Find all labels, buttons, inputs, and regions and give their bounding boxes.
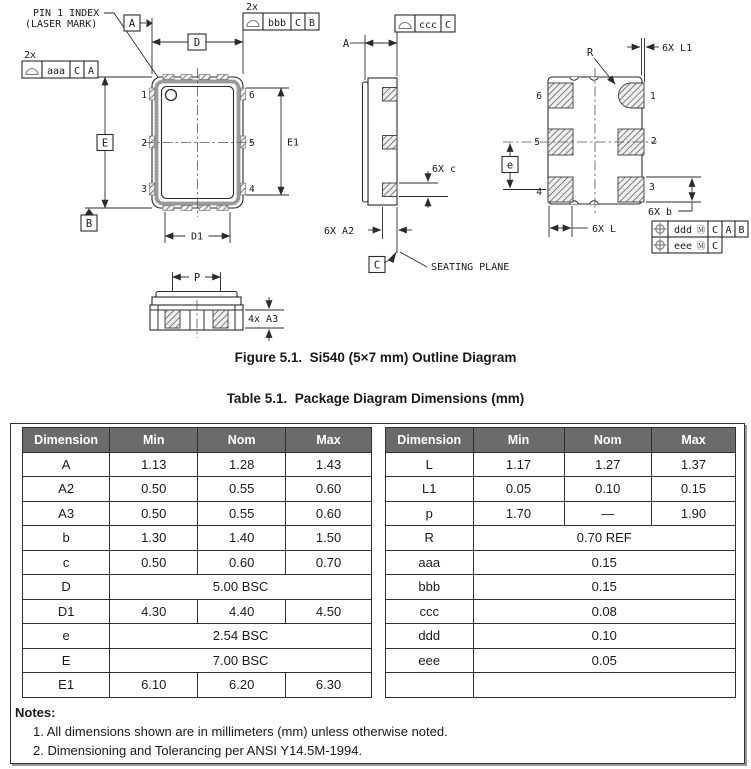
nom-cell: 6.20 [198, 673, 286, 698]
dimension-cell: A [23, 452, 110, 477]
nom-cell: 0.10 [564, 477, 652, 502]
side-lid [363, 82, 369, 202]
fcf-ccc [395, 15, 455, 32]
value-span-cell: 2.54 BSC [110, 624, 372, 649]
dimension-cell: eee [386, 648, 474, 673]
min-cell: 1.13 [110, 452, 198, 477]
dimension-cell: E1 [23, 673, 110, 698]
pin-number: 6 [249, 90, 255, 101]
end-view [150, 271, 284, 342]
nom-cell: 0.55 [198, 477, 286, 502]
nom-cell: 0.55 [198, 501, 286, 526]
value-span-cell: 0.70 REF [473, 526, 736, 551]
fcf-ddd-ref-a: A [725, 225, 732, 236]
max-cell: 1.37 [652, 452, 736, 477]
pin-number: 5 [249, 138, 255, 149]
column-header: Min [473, 428, 564, 453]
table-row [386, 599, 736, 624]
pin-number: 1 [141, 90, 147, 101]
callout-6x-l: 6X L [592, 224, 617, 235]
max-cell: 1.43 [286, 452, 372, 477]
dimension-cell: D [23, 575, 110, 600]
table-row [386, 624, 736, 649]
pin-number: 3 [649, 182, 655, 193]
max-cell: 1.90 [652, 501, 736, 526]
min-cell: 1.17 [473, 452, 564, 477]
dim-label-e: E [101, 137, 109, 150]
fcf-ccc-tol: ccc [418, 20, 438, 31]
table-caption: Table 5.1. Package Diagram Dimensions (mm) [226, 391, 525, 406]
dimensions-panel [10, 423, 745, 764]
max-cell: 0.15 [652, 477, 736, 502]
column-header: Dimension [23, 428, 110, 453]
value-span-cell: 0.08 [473, 599, 736, 624]
fcf-bbb-ref-b: B [308, 18, 316, 29]
mmc-modifier-icon: Ⓜ [696, 242, 706, 252]
datum-c-triangle [388, 252, 397, 264]
value-span-cell: 0.15 [473, 550, 736, 575]
notes-list [15, 724, 715, 758]
dimension-cell [386, 673, 474, 698]
column-header: Min [110, 428, 198, 453]
fcf-aaa-tol: aaa [46, 66, 66, 77]
pin1-index-label: PIN 1 INDEX [33, 8, 100, 19]
fcf-bbb-ref-c: C [294, 18, 302, 29]
table-row [386, 526, 736, 551]
front-view [22, 2, 319, 243]
max-cell: 6.30 [286, 673, 372, 698]
header-row [23, 428, 372, 453]
fcf-eee-ref-c: C [711, 241, 719, 252]
callout-4x-a3: 4x A3 [248, 314, 279, 325]
side-view [324, 15, 509, 273]
seating-plane-label: SEATING PLANE [431, 262, 510, 273]
dimension-cell: A2 [23, 477, 110, 502]
table-row [23, 624, 372, 649]
fcf-ddd-tol: ddd [673, 225, 693, 236]
dim-label-d1: D1 [190, 231, 204, 243]
dim-label-e-small: e [506, 159, 514, 172]
dimension-cell: e [23, 624, 110, 649]
bottom-view [502, 38, 748, 253]
fcf-ddd [652, 221, 748, 237]
fcf-aaa-ref-c: C [73, 66, 81, 77]
notes-title: Notes: [15, 705, 56, 720]
min-cell: 0.05 [473, 477, 564, 502]
fcf-bbb [243, 2, 319, 30]
note-item: 1. All dimensions shown are in millimeters (mm) unless otherwise noted. [33, 724, 448, 739]
figure-caption: Figure 5.1. Si540 (5×7 mm) Outline Diagram [234, 350, 517, 365]
dimensions-table-right [385, 427, 736, 698]
dim-label-e1: E1 [287, 137, 300, 149]
value-span-cell: 5.00 BSC [110, 575, 372, 600]
max-cell: 4.50 [286, 599, 372, 624]
max-cell: 0.60 [286, 501, 372, 526]
dimension-cell: L [386, 452, 474, 477]
callout-6x-c: 6X c [432, 164, 457, 175]
min-cell: 0.50 [110, 501, 198, 526]
callout-6x-l1: 6X L1 [662, 43, 693, 54]
table-row [23, 501, 372, 526]
table-row [386, 648, 736, 673]
note-item: 2. Dimensioning and Tolerancing per ANSI Y14.5M-1994. [33, 743, 363, 758]
datum-b-label: B [85, 218, 93, 230]
table-row [23, 550, 372, 575]
dimensions-table-left [22, 427, 372, 698]
column-header: Nom [198, 428, 286, 453]
table-row [386, 550, 736, 575]
fcf-ddd-ref-c: C [711, 225, 719, 236]
mmc-modifier-icon: Ⓜ [696, 226, 706, 236]
min-cell: 1.70 [473, 501, 564, 526]
table-row [23, 477, 372, 502]
qty-2x-label: 2x [246, 2, 259, 13]
dimension-cell: bbb [386, 575, 474, 600]
datum-c-label: C [373, 259, 381, 272]
pin-number: 5 [534, 137, 540, 148]
max-cell: 0.70 [286, 550, 372, 575]
value-span-cell: 7.00 BSC [110, 648, 372, 673]
table-row [23, 599, 372, 624]
dimension-cell: E [23, 648, 110, 673]
fcf-aaa-ref-a: A [87, 66, 95, 77]
min-cell: 1.30 [110, 526, 198, 551]
dimension-cell: c [23, 550, 110, 575]
table-row [23, 452, 372, 477]
dimension-cell: A3 [23, 501, 110, 526]
dimension-cell: ddd [386, 624, 474, 649]
nom-cell: 0.60 [198, 550, 286, 575]
pin-number: 4 [249, 184, 255, 195]
nom-cell: 1.28 [198, 452, 286, 477]
table-row [386, 452, 736, 477]
column-header: Nom [564, 428, 652, 453]
qty-2x-label: 2x [24, 50, 37, 61]
max-cell: 1.50 [286, 526, 372, 551]
notes-section [15, 705, 715, 758]
min-cell: 0.50 [110, 550, 198, 575]
fcf-aaa [22, 50, 98, 78]
pin1-laser-label: (LASER MARK) [25, 19, 98, 30]
value-span-cell: 0.05 [473, 648, 736, 673]
table-row [386, 501, 736, 526]
value-span-cell: 0.15 [473, 575, 736, 600]
table-row [386, 575, 736, 600]
dimension-cell: D1 [23, 599, 110, 624]
dim-label-p: P [193, 272, 201, 284]
table-row [386, 477, 736, 502]
fcf-eee-tol: eee [673, 241, 693, 252]
pin-number: 2 [651, 136, 657, 147]
max-cell: 0.60 [286, 477, 372, 502]
nom-cell: 4.40 [198, 599, 286, 624]
column-header: Max [652, 428, 736, 453]
pin-number: 6 [536, 91, 542, 102]
end-body [150, 305, 243, 330]
table-row [23, 526, 372, 551]
dim-label-r: R [586, 47, 594, 59]
fcf-ccc-ref-c: C [444, 20, 452, 31]
value-span-cell: 0.10 [473, 624, 736, 649]
nom-cell: — [564, 501, 652, 526]
dimension-cell: ccc [386, 599, 474, 624]
table-row [23, 575, 372, 600]
dimension-cell: p [386, 501, 474, 526]
column-header: Dimension [386, 428, 474, 453]
min-cell: 6.10 [110, 673, 198, 698]
dimension-cell: L1 [386, 477, 474, 502]
pin1-mark [166, 90, 177, 101]
fcf-eee [652, 237, 722, 253]
nom-cell: 1.40 [198, 526, 286, 551]
fcf-bbb-tol: bbb [267, 18, 287, 29]
pin-number: 3 [141, 184, 147, 195]
nom-cell: 1.27 [564, 452, 652, 477]
pin-number: 2 [141, 138, 147, 149]
pin-number: 4 [536, 187, 542, 198]
fcf-ddd-ref-b: B [738, 225, 745, 236]
value-span-cell [473, 673, 736, 698]
dim-label-a: A [342, 38, 350, 50]
column-header: Max [286, 428, 372, 453]
callout-6x-a2: 6X A2 [324, 226, 355, 237]
table-row [23, 673, 372, 698]
dimension-cell: R [386, 526, 474, 551]
header-row [386, 428, 736, 453]
table-row [386, 673, 736, 698]
table-row [23, 648, 372, 673]
min-cell: 0.50 [110, 477, 198, 502]
dimension-cell: aaa [386, 550, 474, 575]
dim-label-d: D [193, 37, 201, 49]
datum-b-triangle [85, 209, 94, 215]
dimension-cell: b [23, 526, 110, 551]
pin1-pad [619, 83, 644, 108]
datum-a-label: A [128, 18, 136, 30]
min-cell: 4.30 [110, 599, 198, 624]
callout-6x-b: 6X b [648, 207, 673, 218]
pin-number: 1 [650, 91, 656, 102]
